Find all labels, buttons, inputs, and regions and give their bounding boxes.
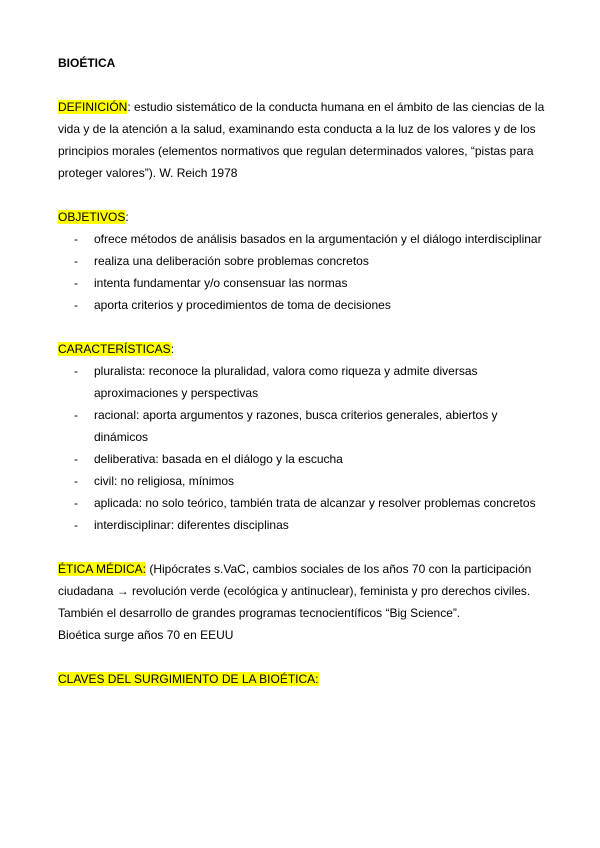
caracteristicas-section xyxy=(58,338,548,536)
etica-medica-heading: ÉTICA MÉDICA: xyxy=(58,562,147,576)
etica-medica-text: (Hipócrates s.VaC, cambios sociales de los años 70 con la participación ciudadana → revolución verde (ecológica y antinuclear), feminista y pro derechos civiles. También el desarrollo de grandes programas tecnocientíficos “Big Science”. xyxy=(58,562,532,620)
list-item xyxy=(58,492,548,514)
list-item-text: interdisciplinar: diferentes disciplinas xyxy=(94,518,289,532)
objetivos-section xyxy=(58,206,548,316)
dash-bullet: - xyxy=(74,232,78,246)
list-item-text: pluralista: reconoce la pluralidad, valora como riqueza y admite diversas aproximaciones y perspectivas xyxy=(94,364,478,400)
list-item xyxy=(58,228,548,250)
list-item xyxy=(58,294,548,316)
definicion-paragraph xyxy=(58,96,548,184)
caracteristicas-colon: : xyxy=(170,342,175,356)
claves-heading: CLAVES DEL SURGIMIENTO DE LA BIOÉTICA: xyxy=(58,672,319,686)
list-item-text: civil: no religiosa, mínimos xyxy=(94,474,235,488)
claves-section xyxy=(58,668,548,690)
dash-bullet: - xyxy=(74,364,78,378)
dash-bullet: - xyxy=(74,452,78,466)
list-item xyxy=(58,272,548,294)
dash-bullet: - xyxy=(74,276,78,290)
objetivos-colon: : xyxy=(125,210,129,224)
caracteristicas-heading-line xyxy=(58,338,548,360)
definicion-heading: DEFINICIÓN xyxy=(58,100,128,114)
objetivos-heading-line xyxy=(58,206,548,228)
list-item xyxy=(58,514,548,536)
dash-bullet: - xyxy=(74,474,78,488)
caracteristicas-heading: CARACTERÍSTICAS xyxy=(58,342,171,356)
etica-medica-paragraph xyxy=(58,558,548,624)
caracteristicas-list xyxy=(58,360,548,536)
dash-bullet: - xyxy=(74,496,78,510)
list-item xyxy=(58,470,548,492)
etica-medica-note: Bioética surge años 70 en EEUU xyxy=(58,628,234,642)
list-item xyxy=(58,404,548,448)
etica-medica-section xyxy=(58,558,548,646)
objetivos-list xyxy=(58,228,548,316)
dash-bullet: - xyxy=(74,518,78,532)
list-item xyxy=(58,250,548,272)
list-item xyxy=(58,448,548,470)
document-content xyxy=(58,52,548,712)
list-item-text: intenta fundamentar y/o consensuar las normas xyxy=(94,276,348,290)
dash-bullet: - xyxy=(74,408,78,422)
list-item-text: aplicada: no solo teórico, también trata de alcanzar y resolver problemas concretos xyxy=(94,496,536,510)
definicion-text: : estudio sistemático de la conducta humana en el ámbito de las ciencias de la vida y de la atención a la salud, examinando esta conducta a la luz de los valores y de los principios morales (elementos normativos que regulan determinados valores, “pistas para proteger valores”). W. Reich 1978 xyxy=(58,100,545,180)
list-item-text: aporta criterios y procedimientos de toma de decisiones xyxy=(94,298,391,312)
claves-heading-line xyxy=(58,668,548,690)
list-item-text: deliberativa: basada en el diálogo y la escucha xyxy=(94,452,343,466)
document-title: BIOÉTICA xyxy=(58,56,116,70)
dash-bullet: - xyxy=(74,254,78,268)
definicion-section xyxy=(58,96,548,184)
list-item-text: racional: aporta argumentos y razones, busca criterios generales, abiertos y dinámicos xyxy=(94,408,498,444)
list-item-text: realiza una deliberación sobre problemas concretos xyxy=(94,254,369,268)
list-item xyxy=(58,360,548,404)
list-item-text: ofrece métodos de análisis basados en la argumentación y el diálogo interdisciplinar xyxy=(94,232,542,246)
dash-bullet: - xyxy=(74,298,78,312)
objetivos-heading: OBJETIVOS xyxy=(58,210,126,224)
